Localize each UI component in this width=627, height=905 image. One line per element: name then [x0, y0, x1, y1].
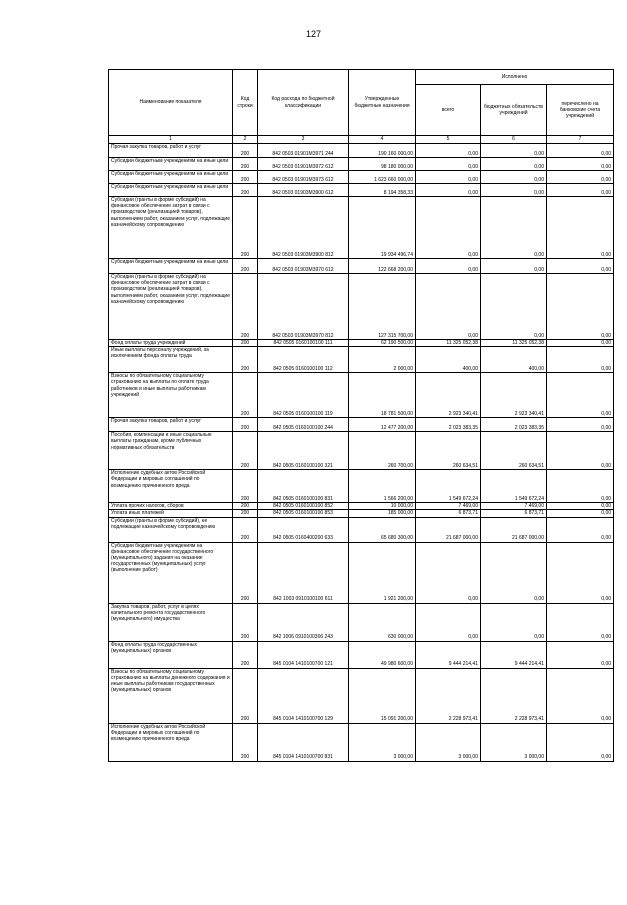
row-executed-institutions: 7 469,00 [481, 503, 547, 510]
row-name: Взносы по обязательному социальному страхованию на выплаты по оплате труда работников и иные выплаты работникам учреждений [109, 373, 233, 418]
row-kbk: 842 0505 0160100100 852 [258, 503, 349, 510]
row-name: Субсидии бюджетным учреждениям на иные цели [109, 259, 233, 274]
row-approved: 190 160 000,00 [349, 144, 416, 158]
table-row [109, 470, 614, 503]
row-name: Закупка товаров, работ, услуг в целях капитального ремонта государственного (муниципального) имущества [109, 603, 233, 641]
row-approved: 1 623 660 000,00 [349, 171, 416, 184]
row-executed-accounts: 0,00 [547, 197, 614, 259]
row-name: Прочая закупка товаров, работ и услуг [109, 418, 233, 432]
row-executed-total: 7 469,00 [416, 503, 481, 510]
row-executed-accounts: 0,00 [547, 340, 614, 347]
row-executed-institutions: 0,00 [481, 542, 547, 603]
row-name: Пособия, компенсации и иные социальные выплаты гражданам, кроме публичных нормативных обязательств [109, 432, 233, 470]
row-line-code: 200 [233, 144, 258, 158]
row-kbk: 842 0505 0160100100 831 [258, 470, 349, 503]
row-name: Субсидии бюджетным учреждениям на иные цели [109, 184, 233, 197]
row-executed-institutions: 0,00 [481, 274, 547, 340]
row-line-code: 200 [233, 340, 258, 347]
row-executed-accounts: 0,00 [547, 274, 614, 340]
row-name: Субсидии (гранты в форме субсидий), не подлежащие казначейскому сопровождению [109, 517, 233, 542]
row-approved: 19 934 496,74 [349, 197, 416, 259]
row-executed-accounts: 0,00 [547, 144, 614, 158]
header-kbk: Код расхода по бюджетной классификации [258, 70, 349, 136]
column-number: 1 [109, 136, 233, 144]
row-executed-institutions: 0,00 [481, 259, 547, 274]
row-executed-total: 0,00 [416, 158, 481, 171]
row-name: Субсидии бюджетным учреждениям на иные цели [109, 158, 233, 171]
row-name: Иные выплаты персоналу учреждений, за исключением фонда оплаты труда [109, 347, 233, 373]
row-line-code: 200 [233, 470, 258, 503]
row-executed-institutions: 0,00 [481, 171, 547, 184]
row-name: Фонд оплаты труда государственных (муниципальных) органов [109, 641, 233, 668]
row-executed-institutions: 260 634,51 [481, 432, 547, 470]
row-executed-accounts: 0,00 [547, 418, 614, 432]
row-executed-institutions: 400,00 [481, 347, 547, 373]
row-executed-institutions: 0,00 [481, 158, 547, 171]
row-approved: 12 477 200,00 [349, 418, 416, 432]
row-executed-accounts: 0,00 [547, 347, 614, 373]
row-executed-accounts: 0,00 [547, 641, 614, 668]
header-row-main [109, 70, 614, 85]
table-row [109, 340, 614, 347]
row-executed-institutions: 6 873,71 [481, 510, 547, 517]
row-executed-institutions: 2 023 383,35 [481, 418, 547, 432]
row-approved: 49 980 600,00 [349, 641, 416, 668]
row-kbk: 845 0104 1410100700 831 [258, 723, 349, 761]
table-row [109, 347, 614, 373]
column-number-row [109, 136, 614, 144]
row-name: Фонд оплаты труда учреждений [109, 340, 233, 347]
row-kbk: 842 0503 01903M3900 812 [258, 197, 349, 259]
table-row [109, 158, 614, 171]
row-name: Субсидии бюджетным учреждениям на финансовое обеспечение государственного (муниципального) задания на оказание государственных (муниципальных) услуг (выполнение работ) [109, 542, 233, 603]
row-executed-accounts: 0,00 [547, 517, 614, 542]
row-executed-accounts: 0,00 [547, 373, 614, 418]
row-executed-accounts: 0,00 [547, 542, 614, 603]
row-name: Субсидии (гранты в форме субсидий) на финансовое обеспечение затрат в связи с производством (реализацией товаров), выполнением работ, оказанием услуг, подлежащие казначейскому сопровождению [109, 274, 233, 340]
header-name: Наименование показателя [109, 70, 233, 136]
table-row [109, 668, 614, 723]
row-line-code: 200 [233, 723, 258, 761]
row-approved: 3 000,00 [349, 723, 416, 761]
row-kbk: 842 0503 01901M3971 244 [258, 144, 349, 158]
row-line-code: 200 [233, 603, 258, 641]
row-executed-total: 6 873,71 [416, 510, 481, 517]
row-kbk: 842 0503 01903M3970 812 [258, 274, 349, 340]
table-row [109, 723, 614, 761]
row-executed-institutions: 9 444 214,41 [481, 641, 547, 668]
row-kbk: 842 0505 0160100100 853 [258, 510, 349, 517]
row-executed-accounts: 0,00 [547, 171, 614, 184]
table-body [109, 144, 614, 762]
header-line-code: Код строки [233, 70, 258, 136]
row-kbk: 842 1003 0910100100 611 [258, 542, 349, 603]
row-executed-institutions: 11 325 052,38 [481, 340, 547, 347]
row-kbk: 845 0104 1410100700 121 [258, 641, 349, 668]
header-approved: Утвержденные бюджетные назначения [349, 70, 416, 136]
row-name: Исполнение судебных актов Российской Федерации и мировых соглашений по возмещению причиненного вреда [109, 723, 233, 761]
page-number: 127 [305, 29, 322, 39]
row-kbk: 842 0505 0160100100 321 [258, 432, 349, 470]
table-row [109, 503, 614, 510]
row-executed-institutions: 1 549 672,24 [481, 470, 547, 503]
row-name: Уплата прочих налогов, сборов [109, 503, 233, 510]
row-approved: 8 194 358,33 [349, 184, 416, 197]
column-number: 6 [481, 136, 547, 144]
header-to-accounts: перечислено на банковские счета учреждений [547, 85, 614, 136]
row-kbk: 842 0505 0160400200 633 [258, 517, 349, 542]
row-executed-total: 2 023 383,35 [416, 418, 481, 432]
row-line-code: 200 [233, 641, 258, 668]
row-approved: 2 000,00 [349, 347, 416, 373]
row-executed-accounts: 0,00 [547, 503, 614, 510]
table-row [109, 432, 614, 470]
row-executed-institutions: 2 923 340,41 [481, 373, 547, 418]
row-executed-accounts: 0,00 [547, 510, 614, 517]
table-row [109, 641, 614, 668]
row-executed-total: 0,00 [416, 274, 481, 340]
row-executed-institutions: 0,00 [481, 144, 547, 158]
row-name: Субсидии (гранты в форме субсидий) на финансовое обеспечение затрат в связи с производством (реализацией товаров), выполнением работ, оказанием услуг, подлежащие казначейскому сопровождению [109, 197, 233, 259]
table-row [109, 274, 614, 340]
row-name: Прочая закупка товаров, работ и услуг [109, 144, 233, 158]
row-kbk: 842 0503 01901M3972 612 [258, 158, 349, 171]
row-executed-total: 0,00 [416, 184, 481, 197]
row-approved: 127 315 700,00 [349, 274, 416, 340]
row-line-code: 200 [233, 197, 258, 259]
row-line-code: 200 [233, 668, 258, 723]
row-executed-accounts: 0,00 [547, 470, 614, 503]
row-executed-institutions: 0,00 [481, 603, 547, 641]
row-executed-accounts: 0,00 [547, 158, 614, 171]
row-approved: 630 000,00 [349, 603, 416, 641]
row-executed-accounts: 0,00 [547, 184, 614, 197]
row-executed-accounts: 0,00 [547, 259, 614, 274]
row-line-code: 200 [233, 517, 258, 542]
row-kbk: 842 0505 0160100100 112 [258, 347, 349, 373]
row-approved: 185 000,00 [349, 510, 416, 517]
row-executed-total: 0,00 [416, 603, 481, 641]
row-kbk: 845 0104 1410100700 129 [258, 668, 349, 723]
row-kbk: 842 0505 0160100100 119 [258, 373, 349, 418]
table-row [109, 603, 614, 641]
table-row [109, 517, 614, 542]
table-row [109, 197, 614, 259]
row-kbk: 842 0503 01903M3900 612 [258, 184, 349, 197]
row-line-code: 200 [233, 184, 258, 197]
row-line-code: 200 [233, 418, 258, 432]
table-row [109, 373, 614, 418]
row-executed-accounts: 0,00 [547, 603, 614, 641]
row-executed-total: 0,00 [416, 144, 481, 158]
row-approved: 10 000,00 [349, 503, 416, 510]
row-executed-total: 260 634,51 [416, 432, 481, 470]
table-row [109, 184, 614, 197]
row-line-code: 200 [233, 510, 258, 517]
row-name: Исполнение судебных актов Российской Федерации и мировых соглашений по возмещению причиненного вреда [109, 470, 233, 503]
row-kbk: 842 0503 01901M3973 612 [258, 171, 349, 184]
row-kbk: 842 1006 0910100306 243 [258, 603, 349, 641]
row-executed-total: 11 325 052,38 [416, 340, 481, 347]
budget-execution-table [108, 69, 614, 762]
row-executed-total: 0,00 [416, 542, 481, 603]
header-total: всего [416, 85, 481, 136]
row-approved: 62 190 500,00 [349, 340, 416, 347]
row-line-code: 200 [233, 259, 258, 274]
row-line-code: 200 [233, 503, 258, 510]
table-row [109, 542, 614, 603]
row-line-code: 200 [233, 158, 258, 171]
row-executed-total: 9 444 214,41 [416, 641, 481, 668]
row-executed-total: 2 923 340,41 [416, 373, 481, 418]
row-executed-total: 1 549 672,24 [416, 470, 481, 503]
row-executed-total: 0,00 [416, 171, 481, 184]
table-row [109, 418, 614, 432]
row-executed-accounts: 0,00 [547, 432, 614, 470]
row-approved: 65 680 300,00 [349, 517, 416, 542]
row-executed-institutions: 0,00 [481, 197, 547, 259]
column-number: 2 [233, 136, 258, 144]
table-row [109, 171, 614, 184]
column-number: 7 [547, 136, 614, 144]
row-approved: 15 091 200,00 [349, 668, 416, 723]
table-row [109, 144, 614, 158]
row-executed-total: 0,00 [416, 259, 481, 274]
row-kbk: 842 0505 0160100100 244 [258, 418, 349, 432]
row-line-code: 200 [233, 432, 258, 470]
row-name: Уплата иных платежей [109, 510, 233, 517]
row-approved: 1 921 200,00 [349, 542, 416, 603]
row-executed-total: 2 228 973,41 [416, 668, 481, 723]
row-approved: 18 781 500,00 [349, 373, 416, 418]
row-executed-institutions: 3 000,00 [481, 723, 547, 761]
row-executed-institutions: 2 228 973,41 [481, 668, 547, 723]
row-executed-institutions: 0,00 [481, 184, 547, 197]
row-approved: 260 700,00 [349, 432, 416, 470]
row-executed-accounts: 0,00 [547, 668, 614, 723]
row-line-code: 200 [233, 274, 258, 340]
row-line-code: 200 [233, 171, 258, 184]
row-executed-institutions: 21 687 000,00 [481, 517, 547, 542]
row-line-code: 200 [233, 542, 258, 603]
table-row [109, 510, 614, 517]
column-number: 3 [258, 136, 349, 144]
column-number: 4 [349, 136, 416, 144]
header-executed: Исполнено [416, 70, 614, 85]
row-executed-accounts: 0,00 [547, 723, 614, 761]
row-approved: 1 566 200,00 [349, 470, 416, 503]
header-through-institutions: бюджетных обязательств учреждений [481, 85, 547, 136]
row-line-code: 200 [233, 347, 258, 373]
row-executed-total: 21 687 000,00 [416, 517, 481, 542]
row-executed-total: 400,00 [416, 347, 481, 373]
row-name: Субсидии бюджетным учреждениям на иные цели [109, 171, 233, 184]
row-executed-total: 3 000,00 [416, 723, 481, 761]
row-name: Взносы по обязательному социальному страхованию на выплаты денежного содержания и иные выплаты работникам государственных (муниципальных) органов [109, 668, 233, 723]
row-approved: 98 180 000,00 [349, 158, 416, 171]
row-kbk: 842 0505 0160100100 111 [258, 340, 349, 347]
row-approved: 122 668 200,00 [349, 259, 416, 274]
row-line-code: 200 [233, 373, 258, 418]
table-row [109, 259, 614, 274]
row-kbk: 842 0503 01903M3970 612 [258, 259, 349, 274]
row-executed-total: 0,00 [416, 197, 481, 259]
column-number: 5 [416, 136, 481, 144]
